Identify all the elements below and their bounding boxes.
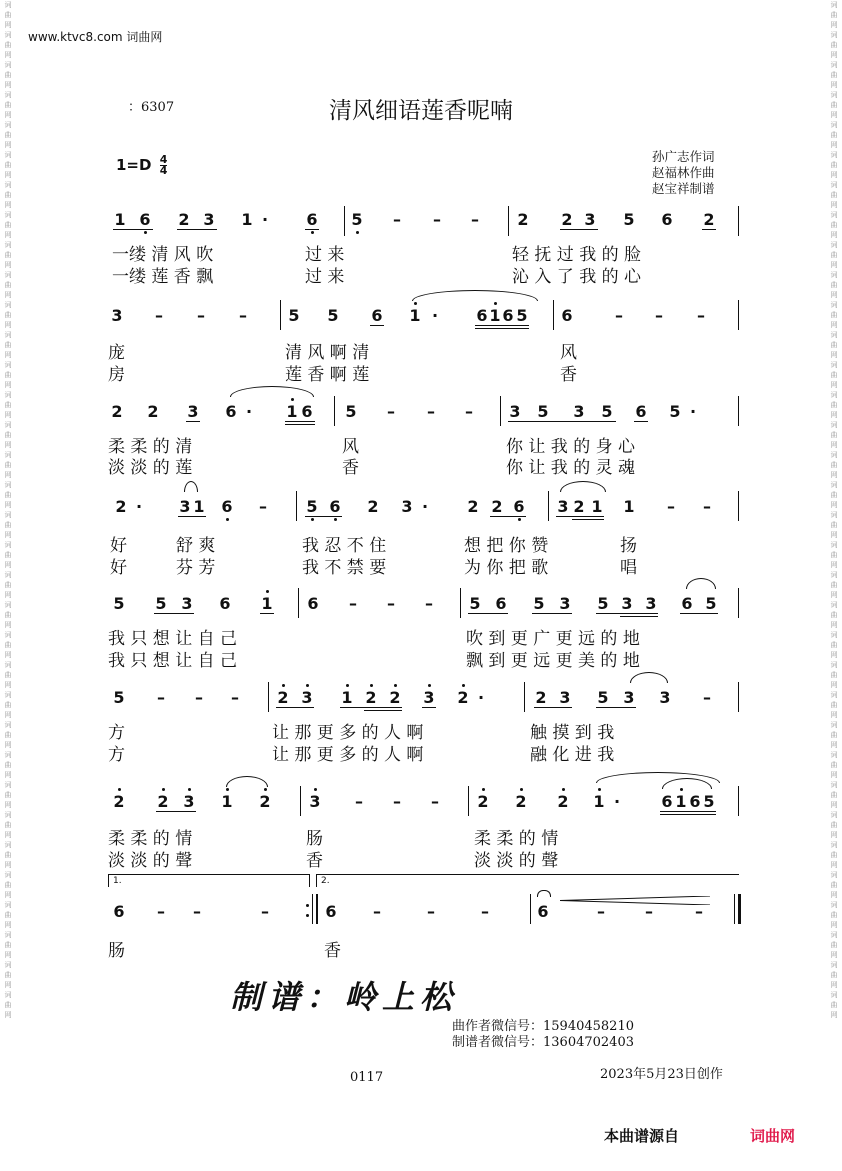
lyric: 清 风 啊 清: [285, 343, 370, 363]
lyric: 唱: [620, 558, 637, 578]
key-signature: [116, 155, 167, 176]
lyric: 舒 爽: [176, 536, 216, 556]
fermata-icon: [537, 890, 551, 897]
lyric: 莲 香 啊 莲: [285, 365, 370, 385]
lyric: 让 那 更 多 的 人 啊: [272, 723, 424, 743]
right-watermark: 词曲网词曲网词曲网词曲网词曲网词曲网词曲网词曲网词曲网词曲网词曲网词曲网词曲网词曲网词曲网词曲网词曲网词曲网词曲网词曲网词曲网词曲网词曲网词曲网词曲网词曲网词曲网词曲网词曲网词曲网词曲网词曲网词曲网词曲网: [830, 1, 838, 1019]
lyric: 香: [306, 851, 323, 871]
lyric: 淡 淡 的 聲: [474, 851, 559, 871]
lyric: 扬: [620, 536, 637, 556]
arranger-signature: 制谱：岭上松: [230, 978, 459, 1016]
lyric: 过 来: [305, 267, 345, 287]
lyric: 我 只 想 让 自 己: [108, 651, 238, 671]
lyric: 好: [110, 536, 127, 556]
system-4: 2 · 3 1 6 – 5 6 2 3 · 2 2 6 3 2 1 1 – – 好 舒 爽 我 忍 不 住 想 把 你 赞 扬 好 芬 芳 我 不 禁 要 为 你 把 歌 唱: [0, 485, 842, 575]
lyric: 柔 柔 的 清: [108, 437, 193, 457]
lyric: 为 你 把 歌: [464, 558, 549, 578]
arranger-credit: 赵宝祥制谱: [652, 181, 715, 196]
lyric: 过 来: [305, 245, 345, 265]
lyric: 香: [342, 458, 359, 478]
time-bottom: 4: [159, 164, 168, 177]
system-1: 1 6 2 3 1 · 6 5 – – – 2 2 3 5 6 2 一缕 清 风 吹 过 来 轻 抚 过 我 的 脸 一缕 莲 香 飘 过 来 沁 入 了 我 的 心: [0, 200, 842, 290]
lyric: 肠: [306, 829, 323, 849]
time-top: 4: [159, 153, 168, 166]
lyric: 轻 抚 过 我 的 脸: [512, 245, 642, 265]
lyric: 我 忍 不 住: [302, 536, 387, 556]
lyric: 方: [108, 723, 125, 743]
song-id: ：6307: [128, 100, 175, 115]
source-text: 本曲谱源自: [604, 1127, 680, 1145]
lyric: 飘 到 更 远 更 美 的 地: [466, 651, 640, 671]
lyric: 风: [342, 437, 359, 457]
time-signature: [160, 155, 168, 176]
source-brand-link[interactable]: 词曲网: [750, 1127, 796, 1145]
lyric: 我 不 禁 要: [302, 558, 387, 578]
arranger-wechat: 制谱者微信号：13604702403: [452, 1035, 634, 1050]
system-2: 3 – – – 5 5 6 1 · 6 1 6 5 6 – – – 庞 清 风 啊 清 风 房 莲 香 啊 莲 香: [0, 294, 842, 384]
lyric: 沁 入 了 我 的 心: [512, 267, 642, 287]
lyric: 风: [560, 343, 577, 363]
decrescendo-icon: [560, 890, 710, 899]
lyric: 方: [108, 745, 125, 765]
volta-2-label: 2.: [321, 876, 330, 886]
lyric: 淡 淡 的 莲: [108, 458, 193, 478]
system-7: 2 2 3 1 2 3 – – – 2 2 2 1 · 6 1 6 5 柔 柔 的 情 肠 柔 柔 的 情 淡 淡 的 聲 香 淡 淡 的 聲: [0, 772, 842, 872]
lyric: 淡 淡 的 聲: [108, 851, 193, 871]
lyric: 想 把 你 赞: [464, 536, 549, 556]
lyric: 让 那 更 多 的 人 啊: [272, 745, 424, 765]
lyric: 芬 芳: [176, 558, 216, 578]
lyric: 吹 到 更 广 更 远 的 地: [466, 629, 640, 649]
creation-date: 2023年5月23日创作: [600, 1067, 723, 1082]
system-6: 5 – – – 2 3 1 2 2 3 2 · 2 3 5 3 3 – 方 让 那 更 多 的 人 啊 触 摸 到 我 方 让 那 更 多 的 人 啊 融 化 进 我: [0, 676, 842, 766]
system-5: 5 5 3 6 1 6 – – – 5 6 5 3 5 3 3 6 5 我 只 想 让 自 己 吹 到 更 广 更 远 的 地 我 只 想 让 自 己 飘 到 更 远 更 美 的 地: [0, 582, 842, 672]
lyric: 香: [324, 941, 341, 961]
left-watermark: 词曲网词曲网词曲网词曲网词曲网词曲网词曲网词曲网词曲网词曲网词曲网词曲网词曲网词曲网词曲网词曲网词曲网词曲网词曲网词曲网词曲网词曲网词曲网词曲网词曲网词曲网词曲网词曲网词曲网词曲网词曲网词曲网词曲网词曲网: [4, 1, 12, 1019]
key-text: 1=D: [116, 156, 152, 174]
page-number: 0117: [350, 1070, 384, 1085]
volta-1: [108, 874, 310, 887]
lyric: 庞: [108, 343, 125, 363]
composer-wechat: 曲作者微信号：15940458210: [452, 1019, 634, 1034]
volta-2: [316, 874, 739, 887]
lyric: 你 让 我 的 灵 魂: [506, 458, 636, 478]
composer-credit: 赵福林作曲: [652, 165, 715, 180]
lyric: 我 只 想 让 自 己: [108, 629, 238, 649]
lyric: 一缕 清 风 吹: [112, 245, 214, 265]
lyric: 柔 柔 的 情: [108, 829, 193, 849]
site-url[interactable]: www.ktvc8.com 词曲网: [28, 30, 163, 44]
lyric: 肠: [108, 941, 125, 961]
lyric: 一缕 莲 香 飘: [112, 267, 214, 287]
lyric: 好: [110, 558, 127, 578]
volta-1-label: 1.: [113, 876, 122, 886]
song-title: 清风细语莲香呢喃: [329, 98, 513, 124]
lyricist-credit: 孙广志作词: [652, 149, 715, 164]
system-8: 1. 2. 6 – – – 6 – – – 6 – – – 肠 香: [0, 872, 842, 962]
lyric: 你 让 我 的 身 心: [506, 437, 636, 457]
system-3: 2 2 3 6 · 1 6 5 – – – 3 5 3 5 6 5 · 柔 柔 的 清 风 你 让 我 的 身 心 淡 淡 的 莲 香 你 让 我 的 灵 魂: [0, 390, 842, 480]
lyric: 香: [560, 365, 577, 385]
lyric: 房: [108, 365, 125, 385]
lyric: 触 摸 到 我: [530, 723, 615, 743]
lyric: 融 化 进 我: [530, 745, 615, 765]
lyric: 柔 柔 的 情: [474, 829, 559, 849]
